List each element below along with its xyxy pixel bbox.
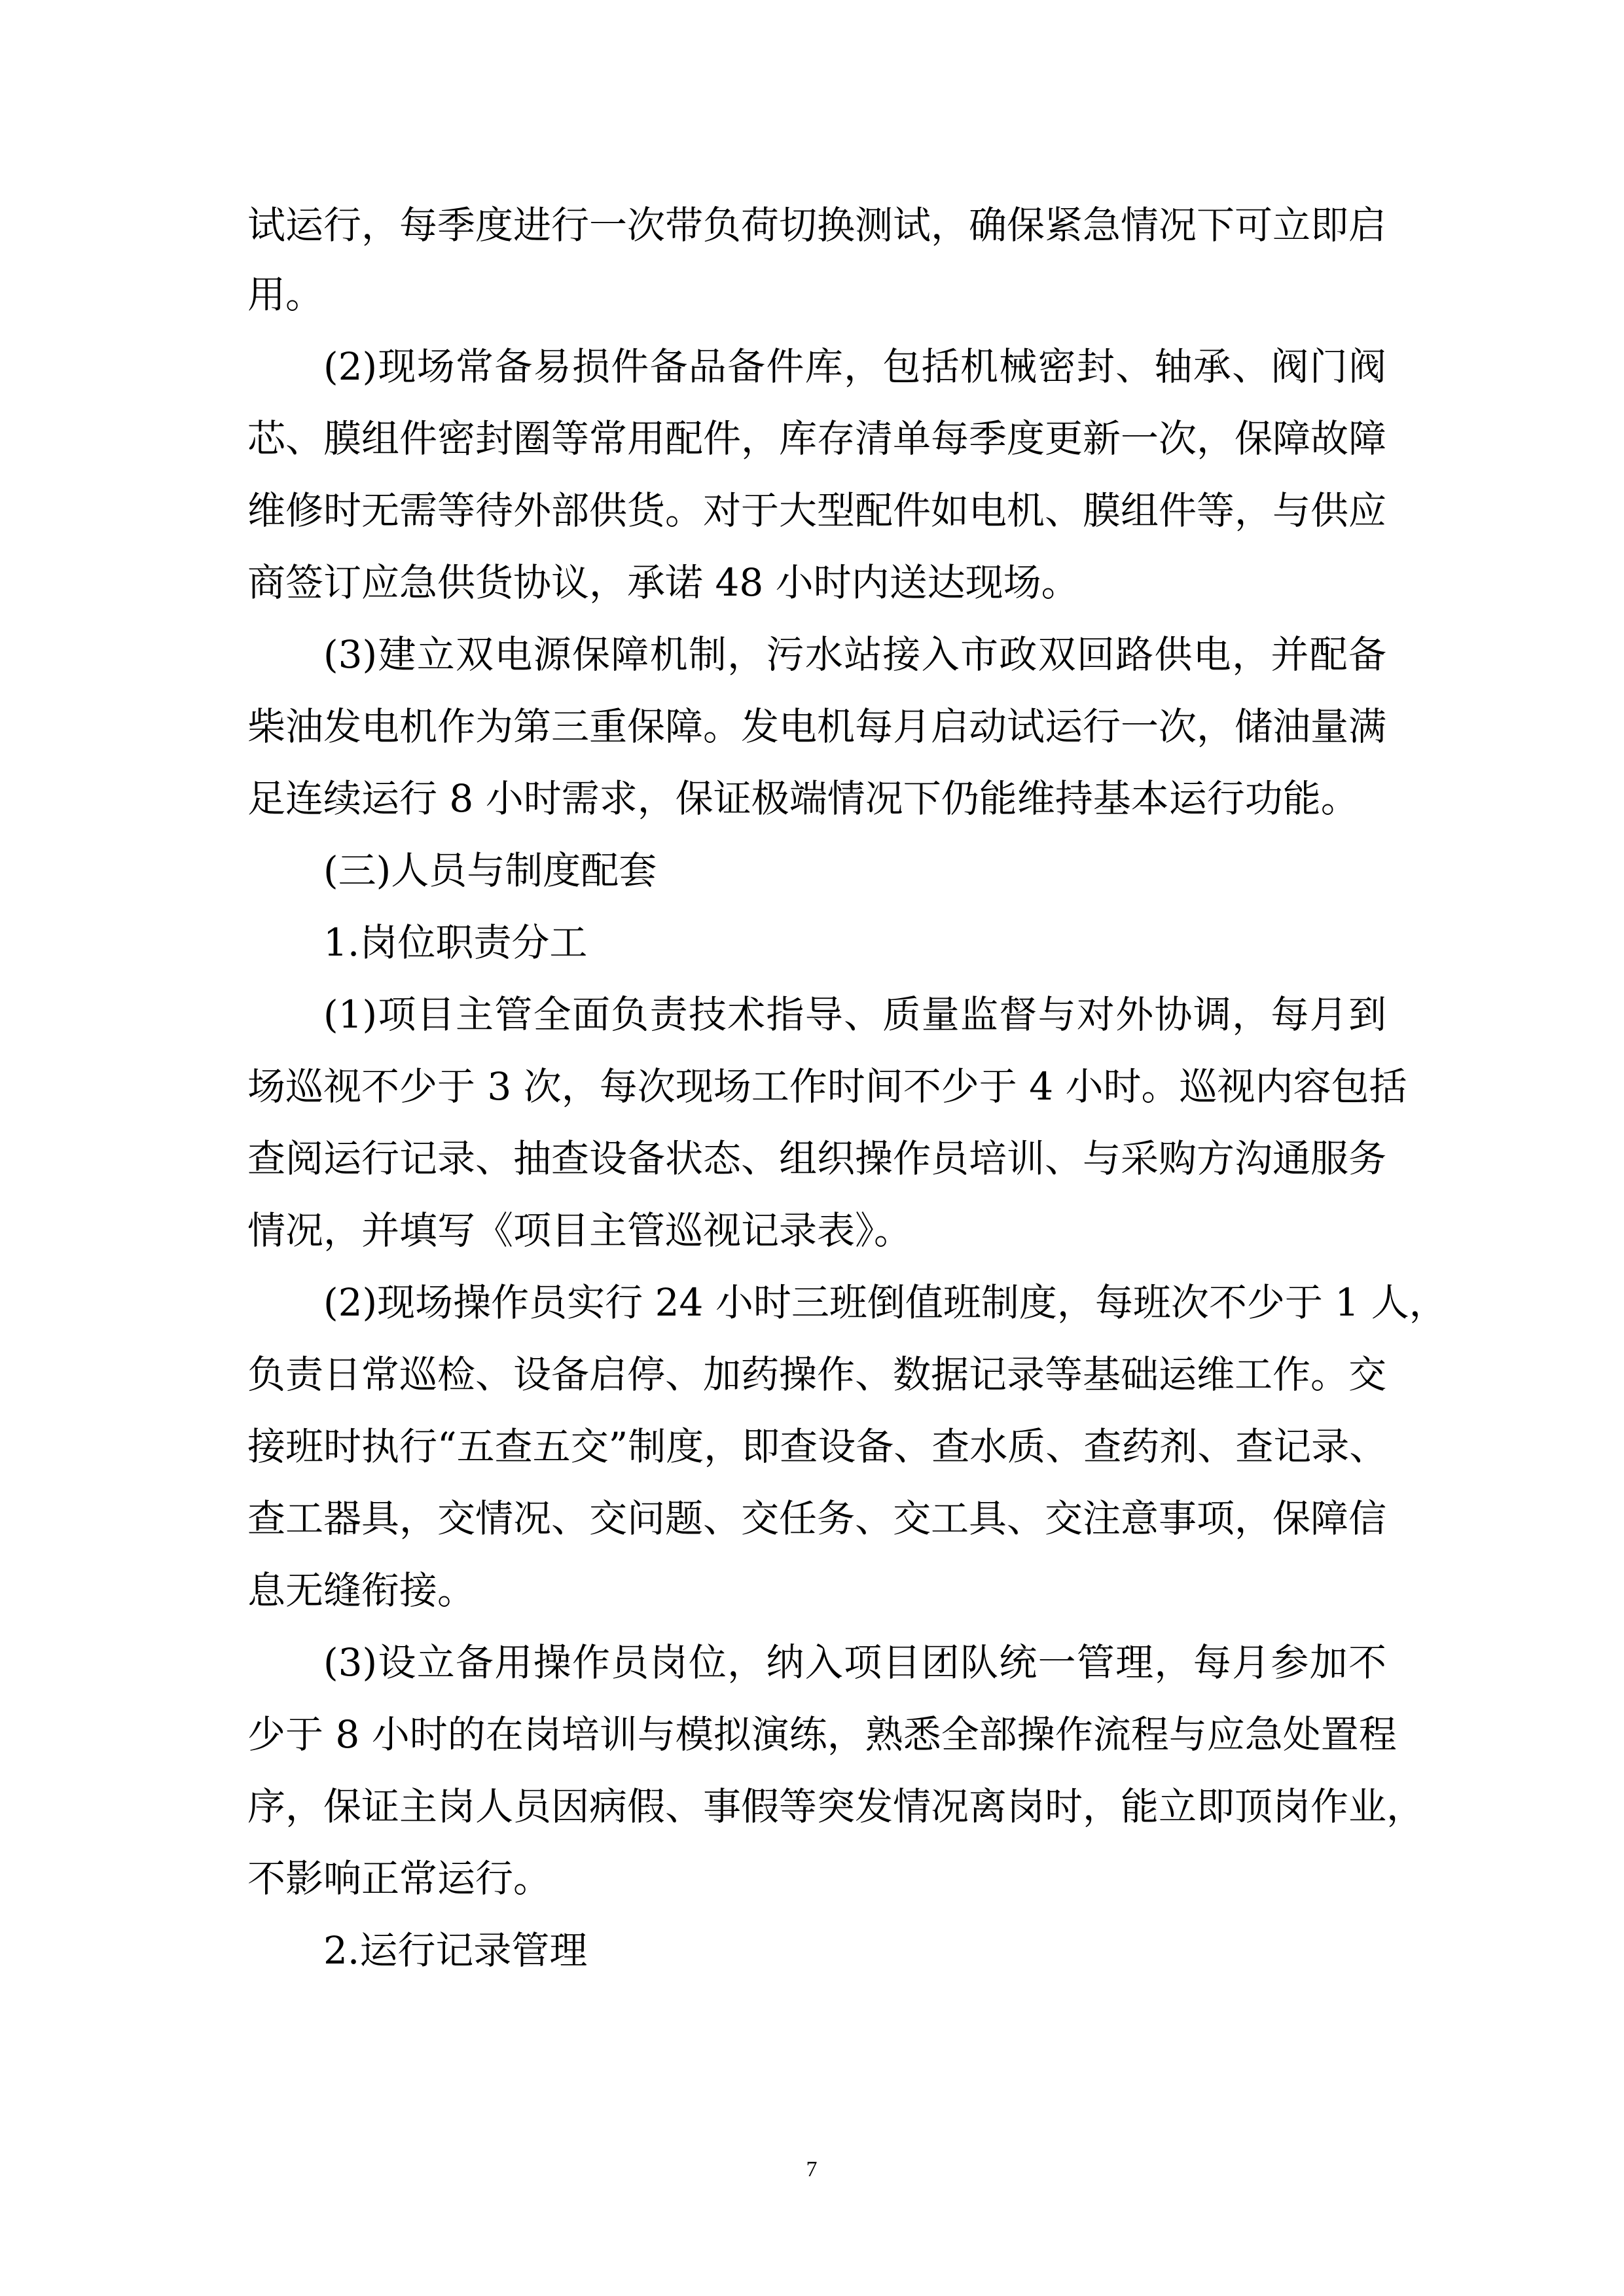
text-line: 用。: [247, 272, 324, 317]
text-line: 维修时无需等待外部供货。对于大型配件如电机、膜组件等，与供应: [247, 488, 1387, 533]
text-line: (3)建立双电源保障机制，污水站接入市政双回路供电，并配备: [323, 632, 1386, 677]
text-line: 商签订应急供货协议，承诺 48 小时内送达现场。: [247, 560, 1079, 605]
text-line: 查阅运行记录、抽查设备状态、组织操作员培训、与采购方沟通服务: [247, 1136, 1387, 1181]
text-line: 接班时执行“五查五交”制度，即查设备、查水质、查药剂、查记录、: [247, 1424, 1388, 1469]
text-line: 查工器具，交情况、交问题、交任务、交工具、交注意事项，保障信: [247, 1496, 1387, 1541]
subsection-heading: 2.运行记录管理: [323, 1928, 588, 1973]
text-line: 试运行，每季度进行一次带负荷切换测试，确保紧急情况下可立即启: [247, 203, 1387, 247]
text-line: 场巡视不少于 3 次，每次现场工作时间不少于 4 小时。巡视内容包括: [247, 1064, 1407, 1109]
text-line: 少于 8 小时的在岗培训与模拟演练，熟悉全部操作流程与应急处置程: [247, 1712, 1397, 1757]
text-line: (3)设立备用操作员岗位，纳入项目团队统一管理，每月参加不: [323, 1640, 1386, 1685]
text-line: 息无缝衔接。: [247, 1568, 476, 1613]
text-line: 足连续运行 8 小时需求，保证极端情况下仍能维持基本运行功能。: [247, 776, 1359, 821]
section-heading: (三)人员与制度配套: [323, 848, 657, 893]
text-line: 不影响正常运行。: [247, 1856, 552, 1901]
text-line: (1)项目主管全面负责技术指导、质量监督与对外协调，每月到: [323, 992, 1386, 1037]
text-line: 柴油发电机作为第三重保障。发电机每月启动试运行一次，储油量满: [247, 704, 1387, 749]
text-line: 芯、膜组件密封圈等常用配件，库存清单每季度更新一次，保障故障: [247, 416, 1387, 461]
text-line: 情况，并填写《项目主管巡视记录表》。: [247, 1208, 912, 1253]
text-line: (2)现场常备易损件备品备件库，包括机械密封、轴承、阀门阀: [323, 344, 1386, 389]
text-line: 负责日常巡检、设备启停、加药操作、数据记录等基础运维工作。交: [247, 1352, 1387, 1397]
text-line: (2)现场操作员实行 24 小时三班倒值班制度，每班次不少于 1 人，: [323, 1280, 1447, 1325]
text-line: 序，保证主岗人员因病假、事假等突发情况离岗时，能立即顶岗作业，: [247, 1784, 1425, 1829]
page-number: 7: [806, 2157, 818, 2181]
subsection-heading: 1.岗位职责分工: [323, 920, 588, 965]
